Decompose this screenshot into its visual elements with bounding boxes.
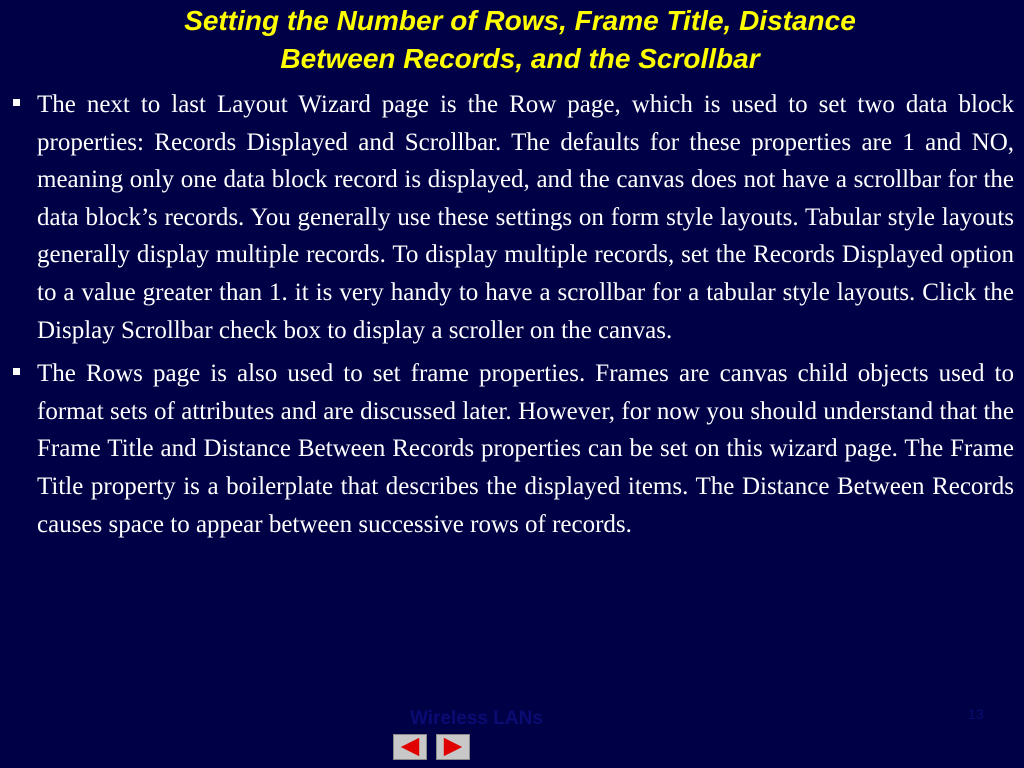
bullet-text-1: The next to last Layout Wizard page is the Row page, which is used to set two data block properties: Records Displayed and Scrollbar. The defaults for these properties are 1 and NO, meaning only one data block record is displayed, and the canvas does not have a scrollbar for the data block’s records. You generally use these settings on form style layouts. Tabular style layouts generally display multiple records. To display multiple records, set the Records Displayed option to a value greater than 1. it is very handy to have a scrollbar for a tabular style layouts. Click the Display Scrollbar check box to display a scroller on the canvas. [37, 91, 1014, 344]
slide-title-line-1: Setting the Number of Rows, Frame Title, Distance [184, 5, 856, 36]
bullet-item-2 [8, 355, 1014, 543]
bullet-text-2: The Rows page is also used to set frame properties. Frames are canvas child objects used to format sets of attributes and are discussed later. However, for now you should understand that the Frame Title and Distance Between Records properties can be set on this wizard page. The Frame Title property is a boilerplate that describes the displayed items. The Distance Between Records causes space to appear between successive rows of records. [37, 360, 1014, 538]
left-arrow-icon [394, 735, 426, 759]
slide-title [20, 2, 1020, 78]
slide-title-line-2: Between Records, and the Scrollbar [280, 43, 760, 74]
previous-slide-button[interactable] [393, 734, 427, 760]
bullet-list [8, 86, 1014, 549]
page-number: 13 [968, 706, 984, 722]
right-arrow-icon [437, 735, 469, 759]
next-slide-button[interactable] [436, 734, 470, 760]
footer-title: Wireless LANs [410, 708, 543, 729]
bullet-item-1 [8, 86, 1014, 349]
square-bullet-icon [13, 99, 20, 106]
square-bullet-icon [13, 368, 20, 375]
